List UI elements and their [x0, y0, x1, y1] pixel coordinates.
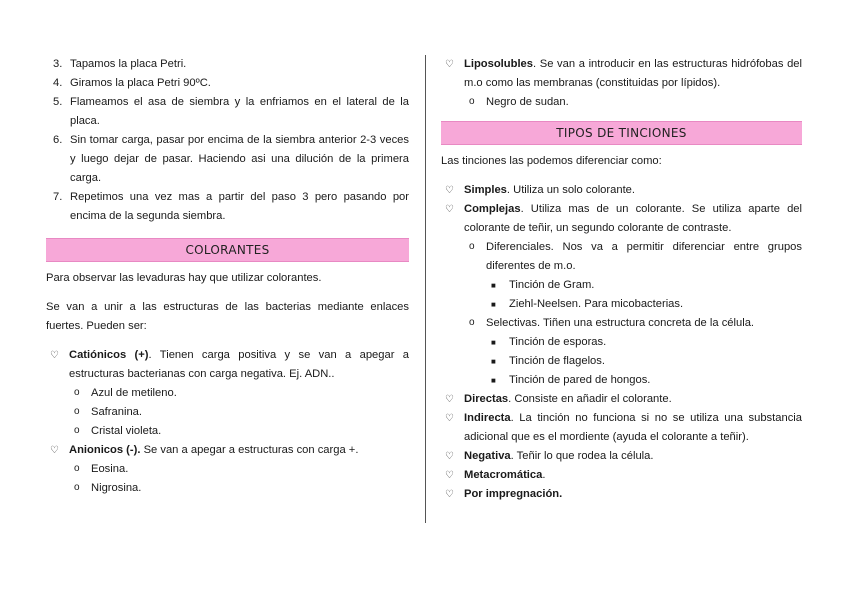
left-column — [46, 55, 409, 498]
column-divider — [425, 55, 426, 523]
colorantes-intro: Para observar las levaduras hay que utilizar colorantes. — [46, 272, 322, 284]
heart-bullet-icon: ♡ — [50, 445, 59, 456]
steps-list — [46, 55, 409, 226]
colorantes-description: Se van a unir a las estructuras de las bacterias mediante enlaces fuertes. Pueden ser: — [46, 301, 409, 332]
list-item: o Safranina. — [74, 406, 142, 418]
heart-bullet-icon: ♡ — [50, 350, 59, 361]
impregnacion-item: ♡ Por impregnación. — [441, 485, 802, 504]
list-item: o Nigrosina. — [74, 482, 142, 494]
list-item: o Cristal violeta. — [74, 425, 162, 437]
heart-bullet-icon: ♡ — [445, 204, 454, 215]
colorantes-heading: COLORANTES — [46, 238, 409, 262]
tipos-heading: TIPOS DE TINCIONES — [441, 121, 802, 145]
diferenciales-item: o Diferenciales. Nos va a permitir diferenciar entre grupos diferentes de m.o. — [469, 241, 802, 272]
heart-bullet-icon: ♡ — [445, 489, 454, 500]
list-item: 5. Flameamos el asa de siembra y la enfriamos en el lateral de la placa. — [53, 96, 409, 127]
directas-item: ♡ Directas. Consiste en añadir el colorante. — [441, 390, 802, 409]
liposolubles-item: ♡ Liposolubles. Se van a introducir en las estructuras hidrófobas del m.o como las membranas (constituidas por lípidos). — [441, 55, 802, 93]
selectivas-item: o Selectivas. Tiñen una estructura concreta de la célula. — [469, 317, 755, 329]
list-item: 6. Sin tomar carga, pasar por encima de la siembra anterior 2-3 veces y luego dejar de pasar. Haciendo asi una dilución de la primera carga. — [53, 134, 409, 184]
list-item: ■ Tinción de esporas. — [491, 336, 607, 348]
complejas-item: ♡ Complejas. Utiliza mas de un colorante. Se utiliza aparte del colorante de teñir, un segundo colorante de contraste. — [441, 200, 802, 238]
heart-bullet-icon: ♡ — [445, 59, 454, 70]
metacromatica-item: ♡ Metacromática. — [441, 466, 802, 485]
list-item: o Eosina. — [74, 463, 129, 475]
anionicos-item: ♡ Anionicos (-). Se van a apegar a estructuras con carga +. — [46, 441, 409, 460]
right-column — [441, 55, 802, 504]
list-item: 7. Repetimos una vez mas a partir del paso 3 pero pasando por encima de la segunda siembra. — [53, 191, 409, 222]
heart-bullet-icon: ♡ — [445, 394, 454, 405]
list-item: o Negro de sudan. — [469, 96, 569, 108]
heart-bullet-icon: ♡ — [445, 470, 454, 481]
heart-bullet-icon: ♡ — [445, 413, 454, 424]
heart-bullet-icon: ♡ — [445, 451, 454, 462]
tipos-intro: Las tinciones las podemos diferenciar como: — [441, 155, 662, 167]
list-item: 4. Giramos la placa Petri 90ºC. — [53, 77, 211, 89]
list-item: ■ Tinción de pared de hongos. — [491, 374, 651, 386]
negativa-item: ♡ Negativa. Teñir lo que rodea la célula. — [441, 447, 802, 466]
simples-item: ♡ Simples. Utiliza un solo colorante. — [441, 181, 802, 200]
heart-bullet-icon: ♡ — [445, 185, 454, 196]
indirecta-item: ♡ Indirecta. La tinción no funciona si no se utiliza una substancia adicional que es el mordiente (ayuda el colorante a teñir). — [441, 409, 802, 447]
list-item: ■ Tinción de Gram. — [491, 279, 595, 291]
list-item: o Azul de metileno. — [74, 387, 177, 399]
list-item: ■ Tinción de flagelos. — [491, 355, 605, 367]
cationicos-item: ♡ Catiónicos (+). Tienen carga positiva y se van a apegar a estructuras bacterianas con carga negativa. Ej. ADN.. — [46, 346, 409, 384]
list-item: ■ Ziehl-Neelsen. Para micobacterias. — [491, 298, 684, 310]
list-item: 3. Tapamos la placa Petri. — [53, 58, 187, 70]
